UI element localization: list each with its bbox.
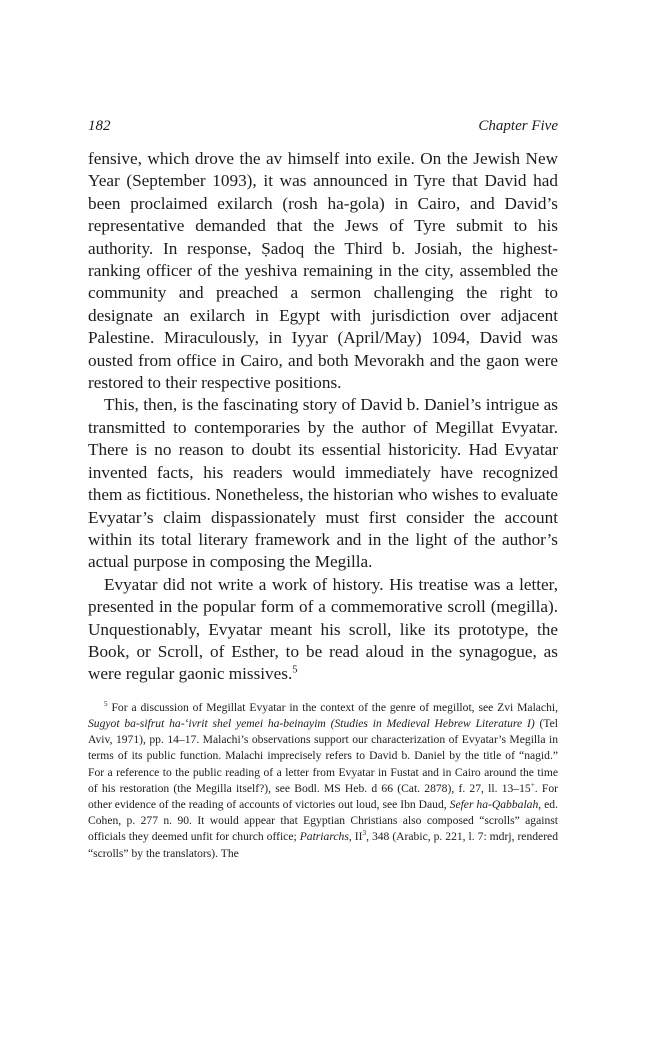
footnote-book-title: Sefer ha-Qabbalah [449, 797, 539, 811]
chapter-title: Chapter Five [478, 118, 558, 134]
footnote-reference[interactable]: 5 [292, 664, 298, 676]
paragraph-2: This, then, is the fascinating story of David b. Daniel’s intrigue as transmitted to contemporaries by the author of Megillat Evyatar. There is no reason to doubt its essential historicity. Had Evyatar invented facts, his readers would immediately have recognized them as fictitious. Nonetheless, the historian who wishes to evaluate Evyatar’s claim dispassionately must first consider the account within its total literary framework and in the light of the author’s actual purpose in composing the Megilla. [88, 395, 558, 572]
paragraph-3-text: Evyatar did not write a work of history. His treatise was a letter, presented in the popular form of a commemorative scroll (megilla). Unquestionably, Evyatar meant his scroll, like its prototype, the Book, or Scroll, of Esther, to be read aloud in the synagogue, as were regular gaonic missives. [88, 574, 558, 684]
footnote-book-title: Patriarchs [299, 830, 349, 844]
footnote-text: , II [348, 830, 363, 844]
footnote-volume-superscript: 3 [362, 829, 367, 838]
book-page [88, 118, 558, 862]
footnote-book-title: Sugyot ba-sifrut ha-‘ivrit shel yemei ha-beinayim (Studies in Medieval Hebrew Literature I) [88, 716, 535, 730]
footnote-text: . For other evidence of the reading of accounts of victories out loud, see Ibn Daud, [88, 781, 558, 811]
footnote-text: , ed. Cohen, p. 277 n. 90. It would appear that Egyptian Christians also composed “scrolls” against officials they deemed unfit for church office; [88, 797, 558, 844]
footnotes [88, 700, 558, 862]
running-head [88, 118, 558, 140]
paragraph-1: fensive, which drove the av himself into exile. On the Jewish New Year (September 1093), it was announced in Tyre that David had been proclaimed exilarch (rosh ha-gola) in Cairo, and David’s representative demanded that the Jews of Tyre submit to his authority. In response, Ṣadoq the Third b. Josiah, the highest-ranking officer of the yeshiva remaining in the city, assembled the community and preached a sermon challenging the right to designate an exilarch in Egypt with jurisdiction over adjacent Palestine. Miraculously, in Iyyar (April/May) 1094, David was ousted from office in Cairo, and both Mevorakh and the gaon were restored to their respective positions. [88, 149, 558, 393]
paragraph-3 [88, 574, 558, 686]
footnote-text: For a discussion of Megillat Evyatar in the context of the genre of megillot, see Zvi Malachi, [107, 700, 558, 714]
footnote-text: (Tel Aviv, 1971), pp. 14–17. Malachi’s observations support our characterization of Evyatar’s Megilla in terms of its public function. Malachi imprecisely refers to David b. Daniel by the title of “nagid.” For a reference to the public reading of a letter from Evyatar in Fustat and in Cairo around the time of his restoration (the Megilla itself?), see Bodl. MS Heb. d 66 (Cat. 2878), f. 27, ll. 13–15 [88, 716, 558, 795]
footnote-5 [88, 700, 558, 862]
body-text [88, 148, 558, 686]
footnote-marker: 5 [104, 699, 108, 708]
page-number: 182 [88, 118, 111, 134]
footnote-text: , 348 (Arabic, p. 221, l. 7: mdrj, rendered “scrolls” by the translators). The [88, 830, 558, 860]
footnote-plus-sign: + [530, 780, 535, 789]
